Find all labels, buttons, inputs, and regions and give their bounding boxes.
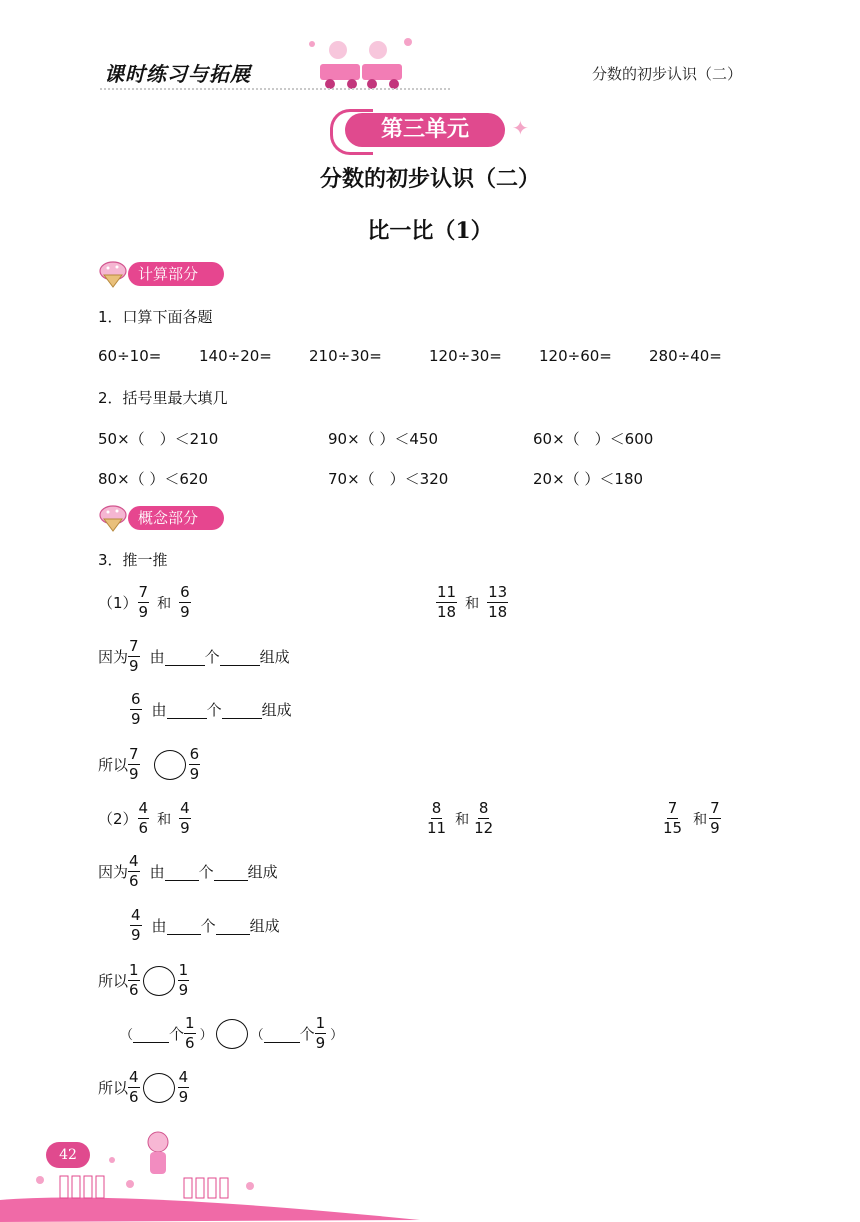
answer-blank[interactable] xyxy=(216,916,250,935)
ice-cream-icon xyxy=(98,503,132,533)
question-1-title: 1．口算下面各题 xyxy=(98,308,213,326)
answer-blank[interactable] xyxy=(165,647,205,666)
fraction: $\frac{7}{9}$ xyxy=(129,745,139,783)
oral-item: 120÷60= xyxy=(539,347,612,365)
kids-cart-illustration xyxy=(300,32,420,92)
header-divider xyxy=(100,88,450,90)
reasoning-line xyxy=(98,852,278,891)
compose-word: 组成 xyxy=(259,648,290,666)
fraction: $\frac{4}{9}$ xyxy=(131,906,141,944)
answer-blank[interactable] xyxy=(222,700,262,719)
paren: ） xyxy=(330,1028,344,1043)
fraction: $\frac{6}{9}$ xyxy=(189,745,200,783)
answer-blank[interactable] xyxy=(214,862,248,881)
part-label: （2） xyxy=(98,810,138,828)
fraction: $\frac{7}{9}$ xyxy=(710,799,720,837)
section-label: 计算部分 xyxy=(128,262,224,286)
compare-circle[interactable] xyxy=(143,966,175,996)
by-word: 由 xyxy=(149,863,165,881)
inequality-item: 80×（ ）＜620 xyxy=(98,470,209,488)
unit-word: 个 xyxy=(198,863,214,881)
fraction: $\frac{1}{9}$ xyxy=(315,1014,326,1052)
unit-word: 个 xyxy=(206,701,222,719)
question-3-title: 3．推一推 xyxy=(98,551,168,569)
fraction: $\frac{4}{6}$ xyxy=(129,1068,139,1106)
answer-blank[interactable] xyxy=(220,647,260,666)
section-label: 概念部分 xyxy=(128,506,224,530)
fraction: $\frac{7}{9}$ xyxy=(129,637,139,675)
star-icon: ✦ xyxy=(512,116,529,140)
fraction: $\frac{8}{12}$ xyxy=(474,799,494,837)
so-word: 所以 xyxy=(98,756,129,774)
compare-circle[interactable] xyxy=(143,1073,175,1103)
ice-cream-icon xyxy=(98,259,132,289)
so-word: 所以 xyxy=(98,1079,129,1097)
section-badge-calc xyxy=(98,259,228,287)
answer-blank[interactable] xyxy=(133,1024,169,1043)
fraction: $\frac{6}{9}$ xyxy=(180,583,190,621)
oral-item: 120÷30= xyxy=(429,347,502,365)
unit-word: 个 xyxy=(299,1025,315,1043)
fraction: $\frac{1}{6}$ xyxy=(129,961,139,999)
compare-pair xyxy=(426,799,494,838)
conclusion-line xyxy=(98,745,200,784)
oral-item: 280÷40= xyxy=(649,347,722,365)
paren: （ xyxy=(250,1028,264,1043)
inequality-item: 20×（ ）＜180 xyxy=(533,470,644,488)
paren: （ xyxy=(120,1028,134,1043)
brand-title: 课时练习与拓展 xyxy=(104,62,251,86)
answer-blank[interactable] xyxy=(167,916,201,935)
footer-garden-illustration xyxy=(0,1120,420,1222)
by-word: 由 xyxy=(149,648,165,666)
fraction: $\frac{4}{9}$ xyxy=(180,799,190,837)
unit-banner: 第三单元 xyxy=(345,113,505,147)
by-word: 由 xyxy=(151,917,167,935)
unit-compare-line xyxy=(120,1014,343,1053)
conclusion-line xyxy=(98,961,189,1000)
so-word: 所以 xyxy=(98,972,129,990)
and-word: 和 xyxy=(455,811,470,828)
paren: ） xyxy=(199,1028,213,1043)
page-title: 分数的初步认识（二） xyxy=(319,166,540,192)
and-word: 和 xyxy=(157,595,172,612)
inequality-item: 60×（ ）＜600 xyxy=(533,430,654,448)
conclusion-line xyxy=(98,1068,189,1107)
compare-pair xyxy=(98,583,191,622)
by-word: 由 xyxy=(151,701,167,719)
reasoning-line xyxy=(98,637,290,676)
fraction: $\frac{7}{15}$ xyxy=(663,799,683,837)
lesson-title: 比一比（1） xyxy=(367,218,493,244)
answer-blank[interactable] xyxy=(264,1024,300,1043)
fraction: $\frac{1}{9}$ xyxy=(178,961,189,999)
question-2-title: 2．括号里最大填几 xyxy=(98,389,228,407)
and-word: 和 xyxy=(157,811,172,828)
unit-word: 个 xyxy=(204,648,220,666)
compose-word: 组成 xyxy=(247,863,278,881)
compare-pair xyxy=(662,799,721,838)
and-word: 和 xyxy=(465,595,480,612)
part-label: （1） xyxy=(98,594,138,612)
and-word: 和 xyxy=(693,811,708,828)
compose-word: 组成 xyxy=(261,701,292,719)
fraction: $\frac{4}{9}$ xyxy=(178,1068,189,1106)
section-badge-concept xyxy=(98,503,228,531)
answer-blank[interactable] xyxy=(165,862,199,881)
fraction: $\frac{8}{11}$ xyxy=(427,799,447,837)
header-chapter-title: 分数的初步认识（二） xyxy=(592,65,743,83)
inequality-item: 90×（ ）＜450 xyxy=(328,430,439,448)
unit-word: 个 xyxy=(200,917,216,935)
answer-blank[interactable] xyxy=(167,700,207,719)
fraction: $\frac{4}{6}$ xyxy=(138,799,149,837)
because-word: 因为 xyxy=(98,863,129,881)
fraction: $\frac{6}{9}$ xyxy=(131,690,141,728)
page-number: 42 xyxy=(46,1142,90,1168)
reasoning-line xyxy=(130,906,280,945)
reasoning-line xyxy=(130,690,292,729)
compose-word: 组成 xyxy=(249,917,280,935)
oral-item: 210÷30= xyxy=(309,347,382,365)
fraction: $\frac{4}{6}$ xyxy=(129,852,139,890)
inequality-item: 70×（ ）＜320 xyxy=(328,470,449,488)
compare-circle[interactable] xyxy=(216,1019,248,1049)
fraction: $\frac{11}{18}$ xyxy=(437,583,457,621)
fraction: $\frac{7}{9}$ xyxy=(138,583,149,621)
fraction: $\frac{13}{18}$ xyxy=(488,583,508,621)
compare-pair xyxy=(98,799,191,838)
compare-circle[interactable] xyxy=(154,750,186,780)
unit-word: 个 xyxy=(169,1025,185,1043)
oral-item: 60÷10= xyxy=(98,347,162,365)
fraction: $\frac{1}{6}$ xyxy=(185,1014,195,1052)
compare-pair xyxy=(436,583,508,622)
oral-item: 140÷20= xyxy=(199,347,272,365)
because-word: 因为 xyxy=(98,648,129,666)
inequality-item: 50×（ ）＜210 xyxy=(98,430,219,448)
